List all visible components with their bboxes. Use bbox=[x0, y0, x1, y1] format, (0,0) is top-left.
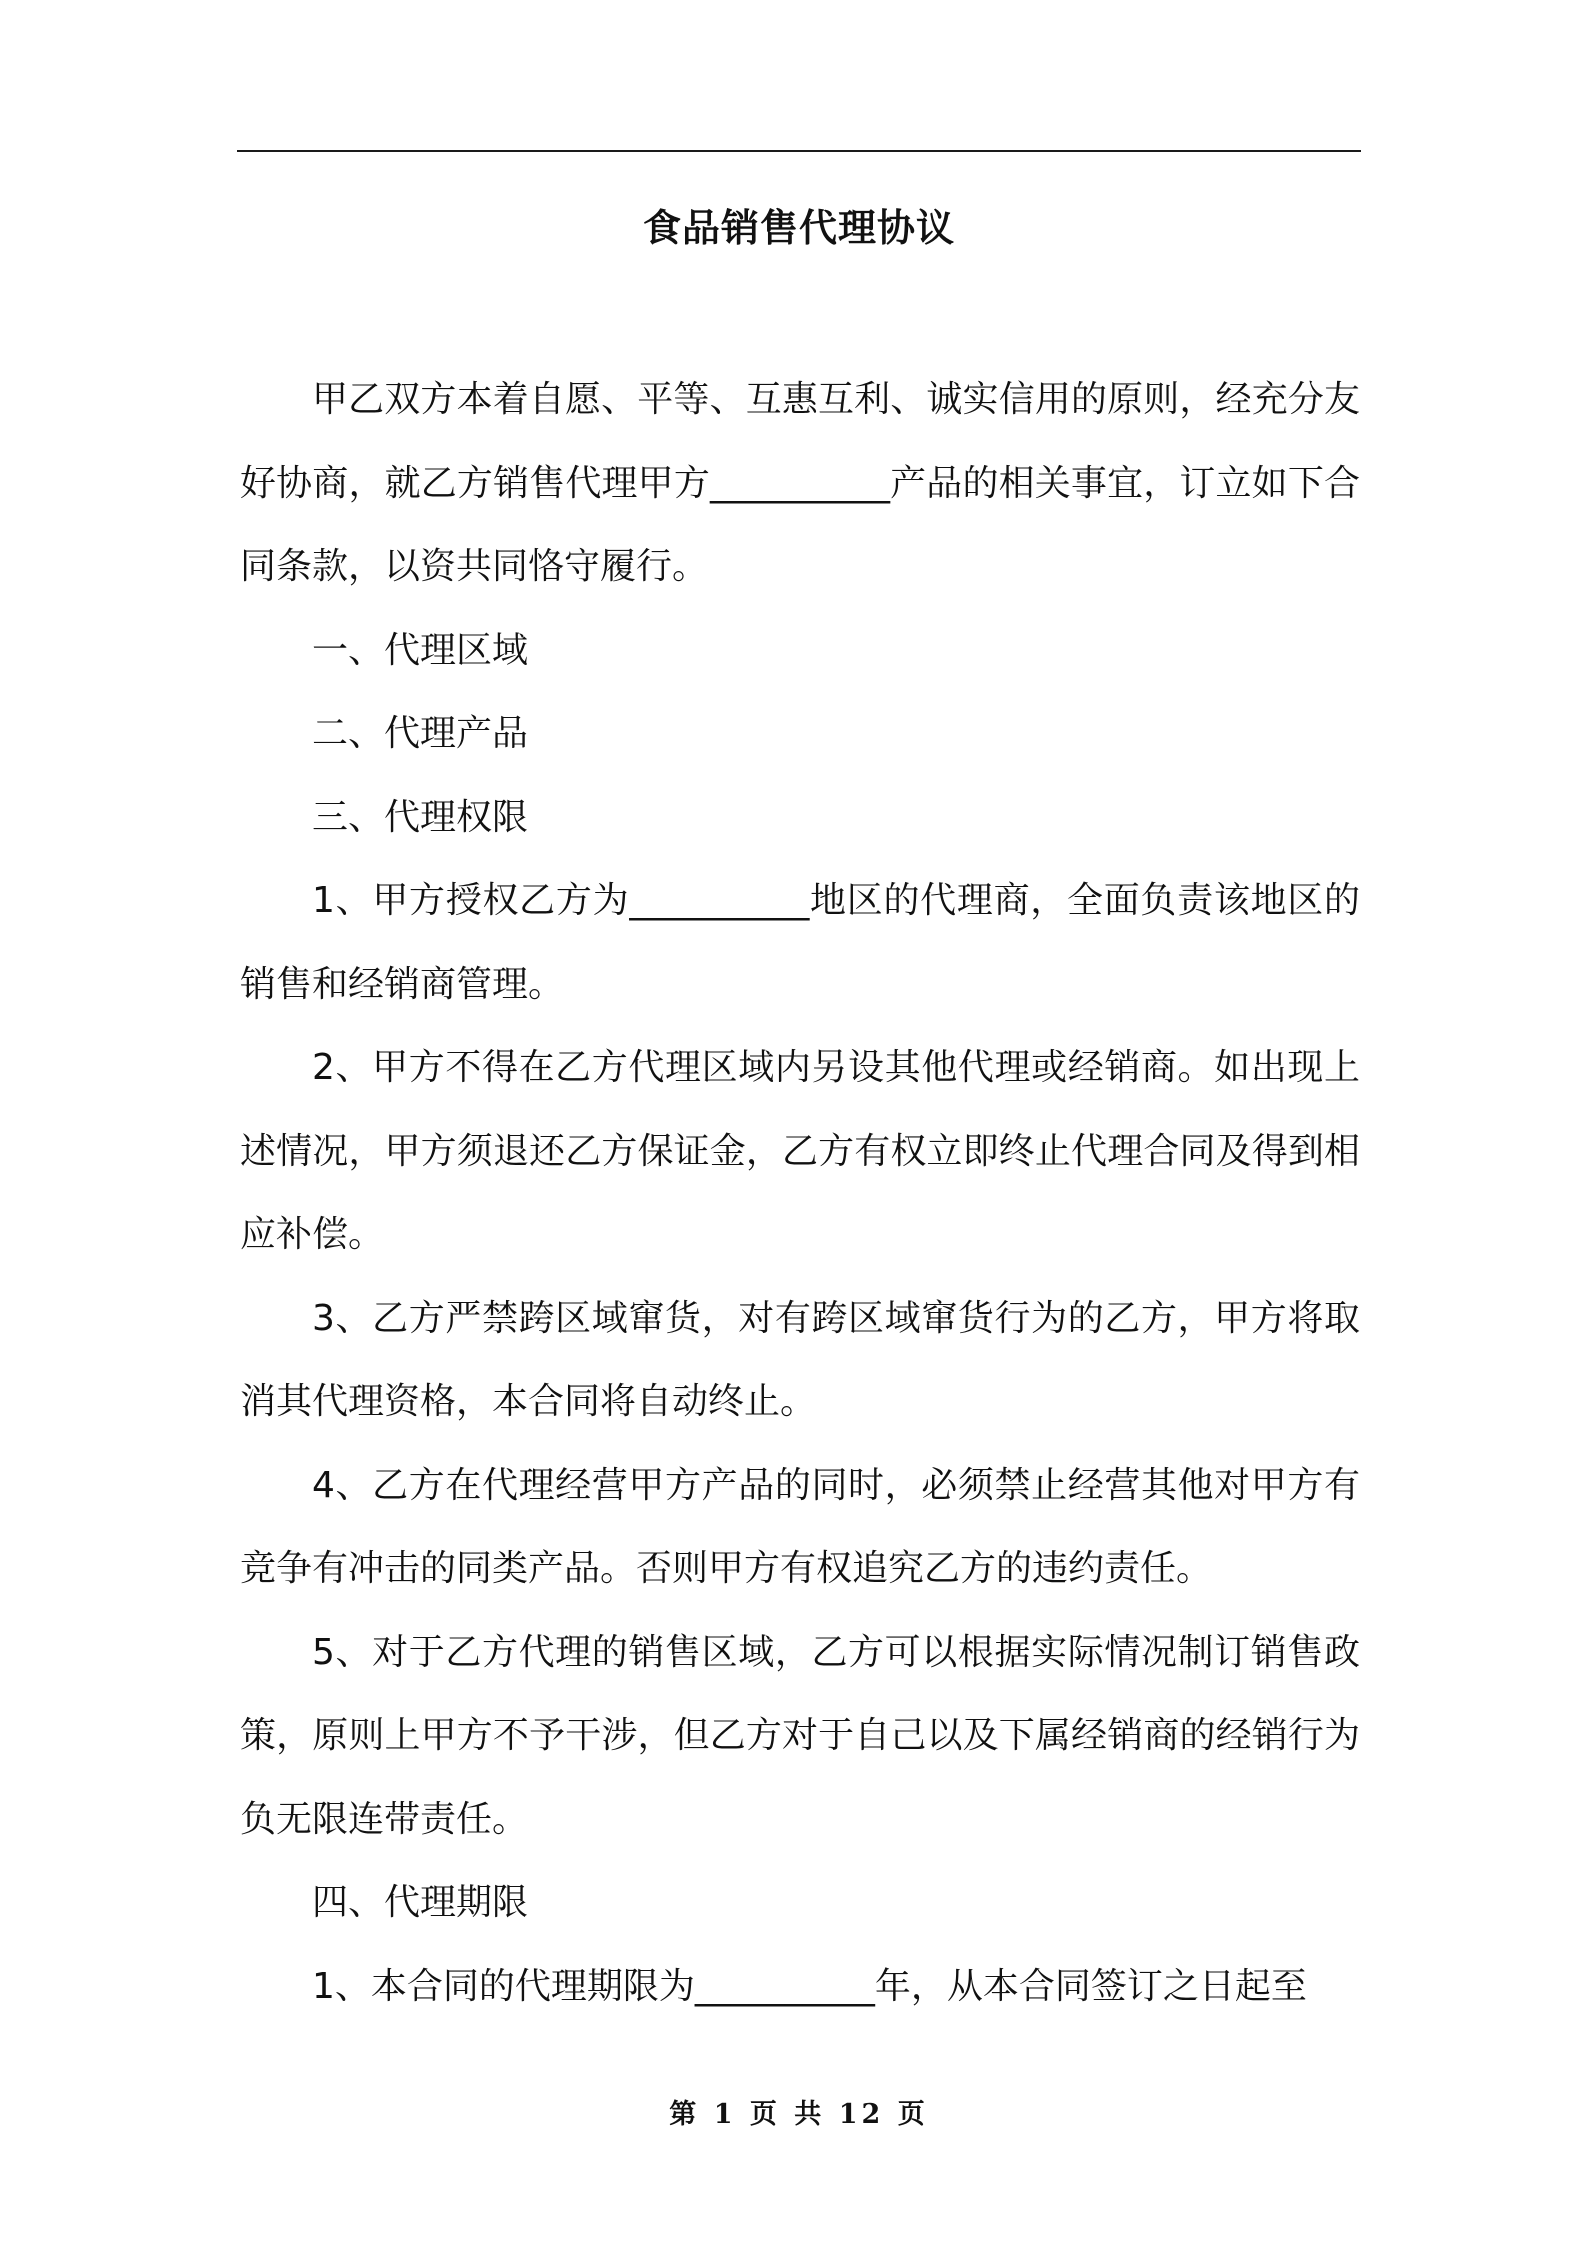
paragraph-preamble: 甲乙双方本着自愿、平等、互惠互利、诚实信用的原则，经充分友好协商，就乙方销售代理甲方__________产品的相关事宜，订立如下合同条款，以资共同恪守履行。 bbox=[240, 379, 1360, 587]
footer-page-mid: 页 共 bbox=[749, 2099, 826, 2130]
section-heading-agency-region: 一、代理区域 bbox=[312, 629, 529, 671]
clause-authority-5: 5、对于乙方代理的销售区域，乙方可以根据实际情况制订销售政策，原则上甲方不予干涉，但乙方对于自己以及下属经销商的经销行为负无限连带责任。 bbox=[240, 1631, 1360, 1840]
section-heading-agency-products: 二、代理产品 bbox=[312, 713, 529, 754]
footer-page-total: 12 bbox=[838, 2099, 885, 2130]
section-heading-agency-term: 四、代理期限 bbox=[312, 1882, 529, 1923]
clause-term-1: 1、本合同的代理期限为__________年，从本合同签订之日起至 bbox=[312, 1965, 1307, 2007]
document-body bbox=[240, 358, 1360, 2028]
section-heading-agency-authority: 三、代理权限 bbox=[312, 796, 529, 838]
clause-authority-1: 1、甲方授权乙方为__________地区的代理商，全面负责该地区的销售和经销商管理。 bbox=[240, 880, 1360, 1005]
clause-authority-4: 4、乙方在代理经营甲方产品的同时，必须禁止经营其他对甲方有竞争有冲击的同类产品。否则甲方有权追究乙方的违约责任。 bbox=[240, 1464, 1360, 1589]
header-rule bbox=[237, 150, 1361, 152]
page-footer bbox=[237, 2095, 1361, 2135]
document-title: 食品销售代理协议 bbox=[642, 206, 955, 250]
clause-authority-2: 2、甲方不得在乙方代理区域内另设其他代理或经销商。如出现上述情况，甲方须退还乙方保证金，乙方有权立即终止代理合同及得到相应补偿。 bbox=[240, 1047, 1360, 1255]
footer-page-prefix: 第 bbox=[669, 2099, 701, 2130]
footer-page-number: 1 bbox=[713, 2099, 737, 2130]
footer-page-suffix: 页 bbox=[897, 2099, 929, 2130]
clause-authority-3: 3、乙方严禁跨区域窜货，对有跨区域窜货行为的乙方，甲方将取消其代理资格，本合同将自动终止。 bbox=[240, 1297, 1360, 1422]
